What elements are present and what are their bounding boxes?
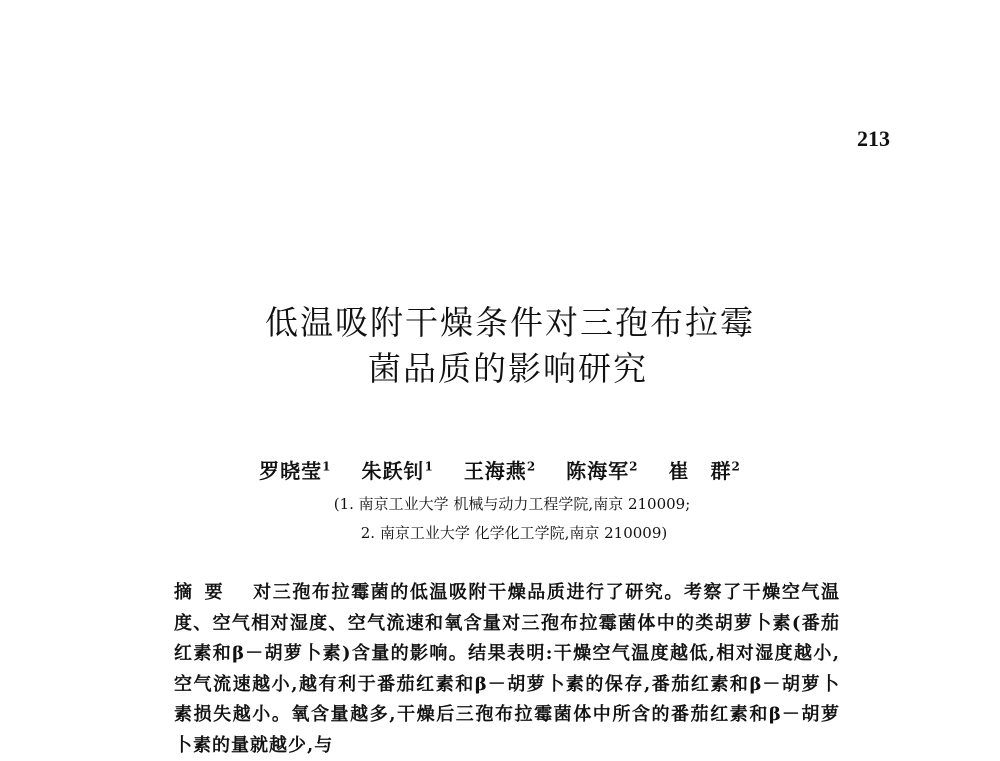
author-affiliation-mark: 2 (526, 459, 537, 474)
author-affiliation-mark: 2 (629, 459, 639, 474)
author-name: 朱跃钊 (361, 459, 425, 483)
abstract (174, 578, 840, 761)
abstract-text: 对三孢布拉霉菌的低温吸附干燥品质进行了研究。考察了干燥空气温度、空气相对湿度、空气流速和氧含量对三孢布拉霉菌体中的类胡萝卜素(番茄红素和β－胡萝卜素)含量的影响。结果表明:干燥空气温度越低,相对湿度越小,空气流速越小,越有利于番茄红素和β－胡萝卜素的保存,番茄红素和β－胡萝卜素损失越小。氧含量越多,干燥后三孢布拉霉菌体中所含的番茄红素和β－胡萝卜素的量就越少,与 (174, 582, 841, 756)
abstract-label: 摘要 (174, 582, 236, 603)
author-affiliation-mark: 2 (731, 459, 741, 474)
affiliation-2: 2. 南京工业大学 化学化工学院,南京 210009) (360, 524, 668, 542)
author-name: 崔 群 (668, 459, 732, 483)
author-name: 陈海军 (566, 459, 630, 483)
author-list (0, 455, 1000, 484)
page-number: 213 (857, 126, 890, 151)
author-name: 王海燕 (463, 459, 527, 483)
author (361, 459, 433, 483)
author-affiliation-mark: 1 (424, 459, 434, 474)
title-line-1: 低温吸附干燥条件对三孢布拉霉 (265, 303, 755, 342)
author (259, 459, 331, 483)
author (668, 459, 740, 483)
author (464, 459, 536, 483)
author-name: 罗晓莹 (259, 459, 323, 483)
affiliation-1: (1. 南京工业大学 机械与动力工程学院,南京 210009; (333, 495, 691, 513)
title-line-2: 菌品质的影响研究 (368, 349, 648, 388)
author-affiliation-mark: 1 (322, 459, 332, 474)
author (566, 459, 638, 483)
